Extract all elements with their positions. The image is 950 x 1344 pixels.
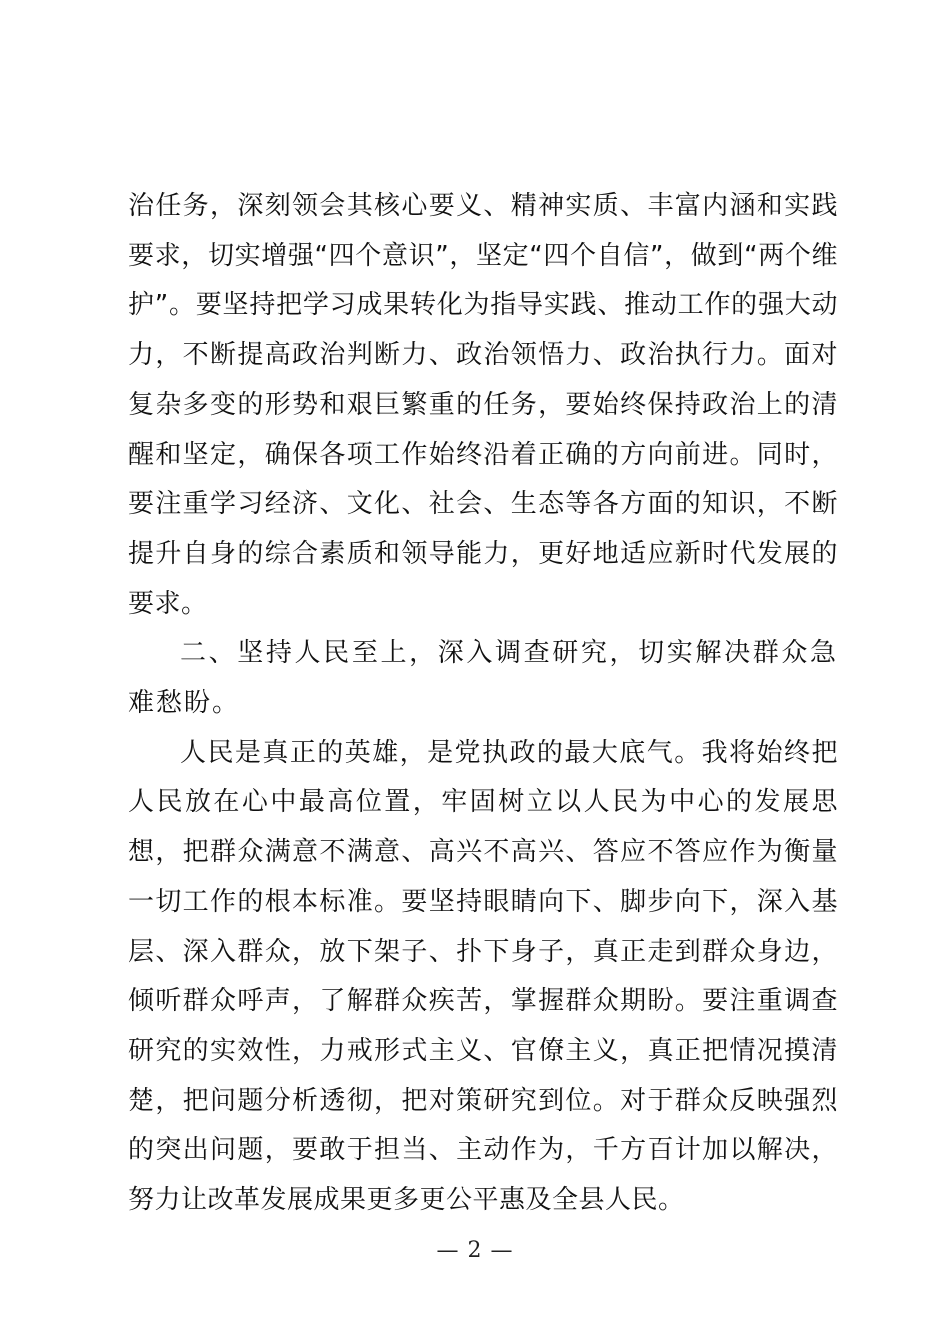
section-heading-2: 二、坚持人民至上，深入调查研究，切实解决群众急难愁盼。 — [128, 638, 838, 719]
paragraph-people-first: 人民是真正的英雄，是党执政的最大底气。我将始终把人民放在心中最高位置，牢固树立以人民为中心的发展思想，把群众满意不满意、高兴不高兴、答应不答应作为衡量一切工作的根本标准。要坚持眼睛向下、脚步向下，深入基层、深入群众，放下架子、扑下身子，真正走到群众身边，倾听群众呼声，了解群众疾苦，掌握群众期盼。要注重调查研究的实效性，力戒形式主义、官僚主义，真正把情况摸清楚，把问题分析透彻，把对策研究到位。对于群众反映强烈的突出问题，要敢于担当、主动作为，千方百计加以解决，努力让改革发展成果更多更公平惠及全县人民。 — [128, 737, 838, 1216]
document-body — [128, 182, 838, 1226]
paragraph-continued: 治任务，深刻领会其核心要义、精神实质、丰富内涵和实践要求，切实增强“四个意识”，坚定“四个自信”，做到“两个维护”。要坚持把学习成果转化为指导实践、推动工作的强大动力，不断提高政治判断力、政治领悟力、政治执行力。面对复杂多变的形势和艰巨繁重的任务，要始终保持政治上的清醒和坚定，确保各项工作始终沿着正确的方向前进。同时，要注重学习经济、文化、社会、生态等各方面的知识，不断提升自身的综合素质和领导能力，更好地适应新时代发展的要求。 — [128, 191, 838, 619]
page-number: — 2 — — [436, 1238, 514, 1263]
